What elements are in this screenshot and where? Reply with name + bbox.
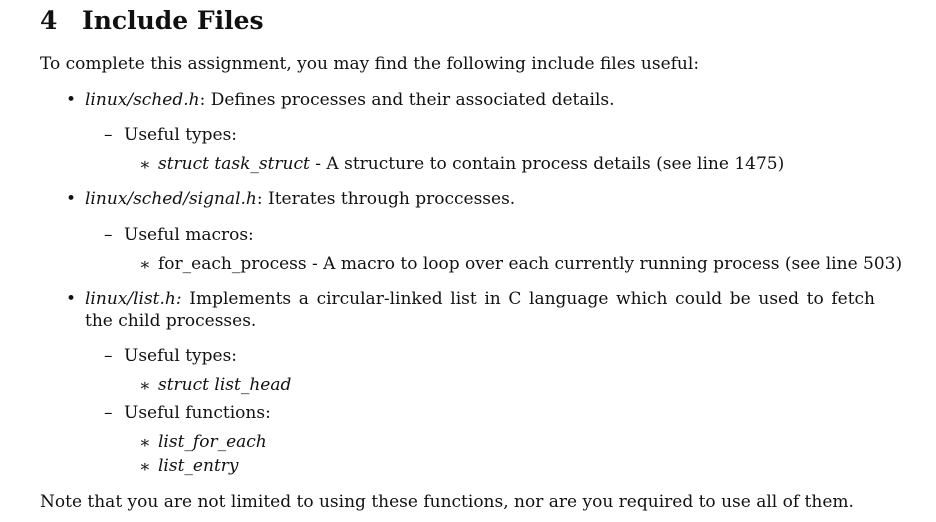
entry-name: for_each_process bbox=[158, 254, 307, 274]
bullet-icon: • bbox=[66, 90, 77, 110]
dash-icon: – bbox=[104, 225, 113, 245]
file-description: Implements a circular-linked list in C language which could be used to fetch the child processes. bbox=[85, 289, 875, 331]
file-description: : Defines processes and their associated details. bbox=[199, 90, 615, 110]
group-label: Useful functions: bbox=[124, 403, 271, 423]
group-label: Useful types: bbox=[124, 125, 238, 145]
file-description: : Iterates through proccesses. bbox=[256, 189, 516, 209]
entry-name: list_entry bbox=[158, 456, 239, 476]
file-name: linux/sched.h bbox=[85, 90, 200, 110]
file-name: linux/list.h: bbox=[85, 289, 182, 309]
entry-list-head bbox=[158, 374, 291, 396]
entry-list-entry bbox=[158, 455, 239, 477]
group-label: Useful macros: bbox=[124, 225, 254, 245]
star-icon: ∗ bbox=[139, 433, 151, 453]
bullet-icon: • bbox=[66, 289, 77, 309]
bullet-icon: • bbox=[66, 189, 77, 209]
star-icon: ∗ bbox=[139, 457, 151, 477]
dash-icon: – bbox=[104, 403, 113, 423]
star-icon: ∗ bbox=[139, 376, 151, 396]
section-title: Include Files bbox=[82, 6, 264, 35]
entry-name: struct list_head bbox=[158, 375, 292, 395]
group-label: Useful types: bbox=[124, 346, 238, 366]
intro-paragraph: To complete this assignment, you may find the following include files useful: bbox=[40, 54, 700, 74]
file-name: linux/sched/signal.h bbox=[85, 189, 257, 209]
list-item-list-h bbox=[85, 288, 875, 332]
dash-icon: – bbox=[104, 346, 113, 366]
list-item-sched-h bbox=[85, 89, 615, 111]
entry-name: list_for_each bbox=[158, 432, 267, 452]
entry-description: - A macro to loop over each currently running process (see line 503) bbox=[306, 254, 903, 274]
section-number: 4 bbox=[40, 6, 58, 35]
star-icon: ∗ bbox=[139, 155, 151, 175]
closing-note: Note that you are not limited to using these functions, nor are you required to use all of them. bbox=[40, 492, 854, 512]
star-icon: ∗ bbox=[139, 255, 151, 275]
list-item-signal-h bbox=[85, 188, 515, 210]
entry-name: struct task_struct bbox=[158, 154, 310, 174]
dash-icon: – bbox=[104, 125, 113, 145]
entry-for-each-process bbox=[158, 253, 902, 275]
entry-description: - A structure to contain process details (see line 1475) bbox=[309, 154, 785, 174]
entry-task-struct bbox=[158, 153, 784, 175]
entry-list-for-each bbox=[158, 431, 267, 453]
